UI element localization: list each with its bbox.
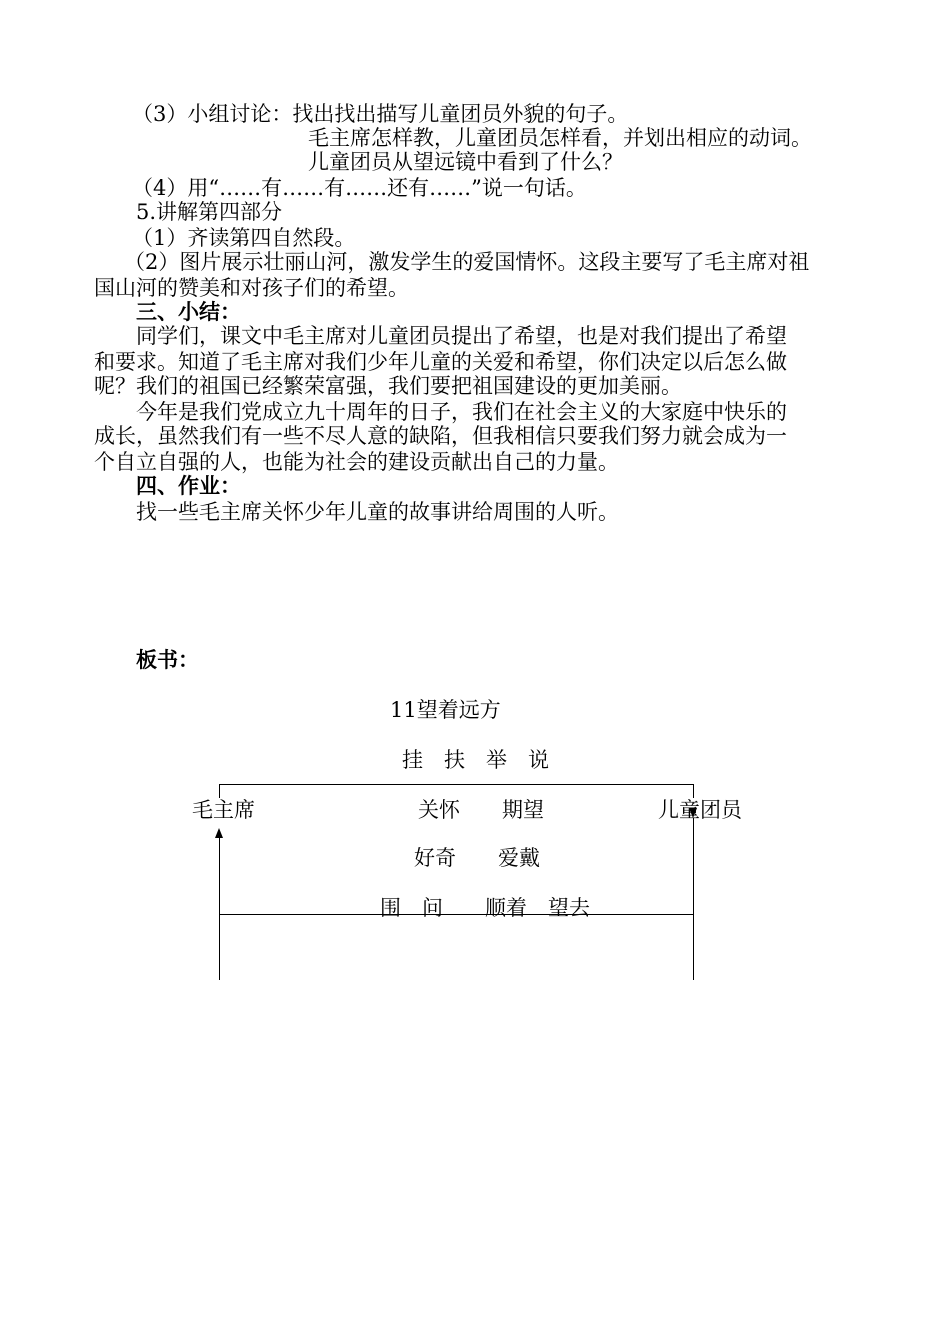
text-line: 毛主席怎样教，儿童团员怎样看，并划出相应的动词。 xyxy=(308,126,812,150)
board-left-node: 毛主席 xyxy=(192,798,255,822)
text-line: （1）齐读第四自然段。 xyxy=(132,226,356,250)
right-vertical-line xyxy=(693,818,694,980)
board-mid-row-1: 关怀 期望 xyxy=(418,798,544,822)
board-right-node: 儿童团员 xyxy=(658,798,742,822)
text-line: 国山河的赞美和对孩子们的希望。 xyxy=(94,276,409,300)
left-vertical-line xyxy=(219,834,220,980)
text-line: 找一些毛主席关怀少年儿童的故事讲给周围的人听。 xyxy=(136,500,619,524)
top-connector-line xyxy=(219,784,694,785)
board-title: 11望着远方 xyxy=(390,698,501,722)
text-line: 成长，虽然我们有一些不尽人意的缺陷，但我相信只要我们努力就会成为一 xyxy=(94,424,787,448)
board-mid-row-3: 围 问 顺着 望去 xyxy=(380,896,590,920)
text-line: 个自立自强的人，也能为社会的建设贡献出自己的力量。 xyxy=(94,450,619,474)
text-line: 同学们，课文中毛主席对儿童团员提出了希望，也是对我们提出了希望 xyxy=(136,324,787,348)
text-line: （2）图片展示壮丽山河，激发学生的爱国情怀。这段主要写了毛主席对祖 xyxy=(124,250,810,274)
text-line: 儿童团员从望远镜中看到了什么？ xyxy=(308,150,623,174)
text-line: 今年是我们党成立九十周年的日子，我们在社会主义的大家庭中快乐的 xyxy=(136,400,787,424)
text-line: （4）用“……有……有……还有……”说一句话。 xyxy=(132,176,587,200)
text-line: （3）小组讨论：找出找出描写儿童团员外貌的句子。 xyxy=(132,102,629,126)
text-line: 呢？我们的祖国已经繁荣富强，我们要把祖国建设的更加美丽。 xyxy=(94,374,682,398)
text-line: 和要求。知道了毛主席对我们少年儿童的关爱和希望，你们决定以后怎么做 xyxy=(94,350,787,374)
text-line: 5.讲解第四部分 xyxy=(136,200,283,224)
board-mid-row-2: 好奇 爱戴 xyxy=(414,846,540,870)
board-verbs: 挂 扶 举 说 xyxy=(402,748,549,772)
section-heading: 三、小结： xyxy=(136,299,241,324)
down-arrow-icon xyxy=(689,808,697,818)
section-heading: 四、作业： xyxy=(136,473,241,498)
board-label: 板书： xyxy=(136,647,199,672)
